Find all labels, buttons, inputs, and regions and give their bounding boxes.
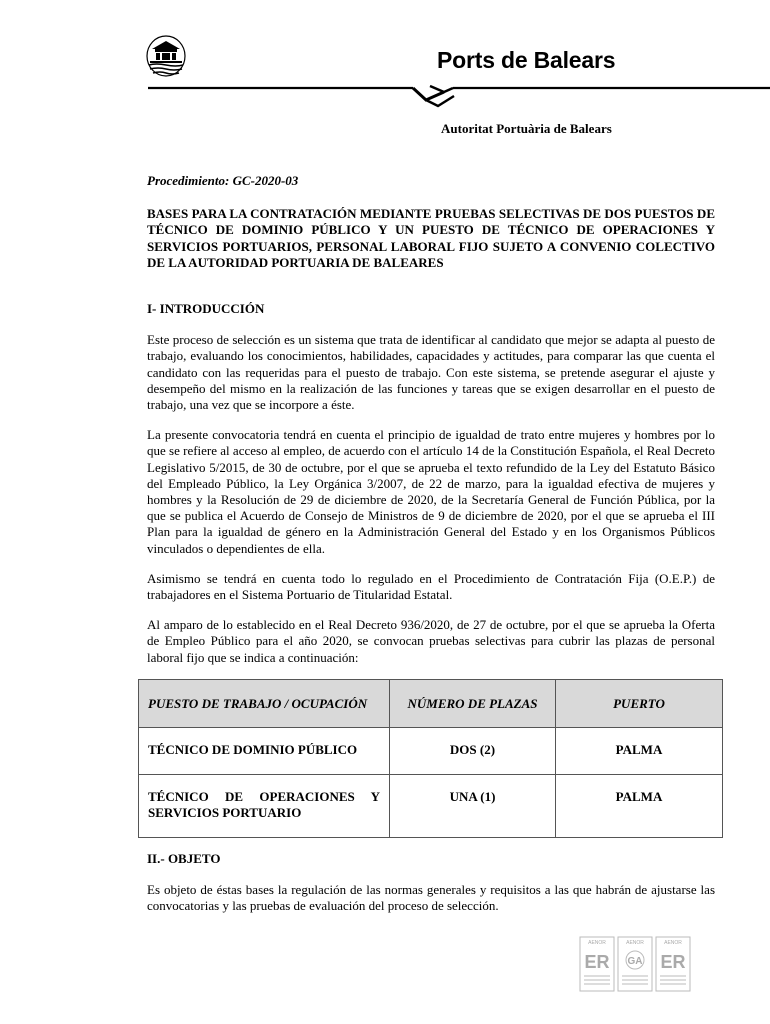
positions-table bbox=[138, 679, 723, 838]
table-cell-plazas: UNA (1) bbox=[390, 775, 556, 838]
section-heading-introduccion: I- INTRODUCCIÓN bbox=[147, 301, 265, 317]
aenor-certification-icons bbox=[579, 936, 691, 992]
table-header-plazas: NÚMERO DE PLAZAS bbox=[390, 680, 556, 728]
document-title: BASES PARA LA CONTRATACIÓN MEDIANTE PRUEBAS SELECTIVAS DE DOS PUESTOS DE TÉCNICO DE DOMINIO PÚBLICO Y UN PUESTO DE TÉCNICO DE OPERACIONES Y SERVICIOS PORTUARIOS, PERSONAL LABORAL FIJO SUJETO A CONVENIO COLECTIVO DE LA AUTORIDAD PORTUARIA DE BALEARES bbox=[147, 206, 715, 270]
aenor-er-badge-icon bbox=[580, 937, 614, 991]
intro-paragraph: Asimismo se tendrá en cuenta todo lo regulado en el Procedimiento de Contratación Fija (O.E.P.) de trabajadores en el Sistema Portuario de Titularidad Estatal. bbox=[147, 570, 715, 603]
table-cell-puerto: PALMA bbox=[556, 728, 723, 775]
table-header-puesto: PUESTO DE TRABAJO / OCUPACIÓN bbox=[139, 680, 390, 728]
svg-text:ER: ER bbox=[660, 952, 686, 972]
objeto-section bbox=[147, 851, 715, 929]
svg-text:AENOR: AENOR bbox=[664, 940, 682, 946]
aenor-ga-badge-icon bbox=[618, 937, 652, 991]
table-cell-puesto: TÉCNICO DE OPERACIONES Y SERVICIOS PORTUARIO bbox=[139, 775, 390, 838]
table-row bbox=[139, 775, 723, 838]
table-header-puerto: PUERTO bbox=[556, 680, 723, 728]
header-rule-with-wave-icon bbox=[148, 78, 770, 108]
intro-paragraph: Este proceso de selección es un sistema que trata de identificar al candidato que mejor se adapta al puesto de trabajo, evaluando los conocimientos, habilidades, capacidades y actitudes, para comparar las que cuenta el candidato con las requeridas para el puesto de trabajo. Con este sistema, se pretende asegurar el ajuste y desempeño del mismo en la realización de las funciones y tareas que se exigen desarrollar en el puesto de trabajo, una vez que se incorpore a éste. bbox=[147, 332, 715, 413]
port-logo-icon bbox=[146, 33, 186, 79]
table-cell-plazas: DOS (2) bbox=[390, 728, 556, 775]
table-header-row bbox=[139, 680, 723, 728]
svg-text:AENOR: AENOR bbox=[626, 940, 644, 946]
authority-name: Autoritat Portuària de Balears bbox=[441, 121, 612, 136]
table-cell-puerto: PALMA bbox=[556, 775, 723, 838]
intro-paragraph: La presente convocatoria tendrá en cuenta el principio de igualdad de trato entre mujeres y hombres por lo que se refiere al acceso al empleo, de acuerdo con el artículo 14 de la Constitución Española, el Real Decreto Legislativo 5/2015, de 30 de octubre, por el que se aprueba el texto refundido de la Ley del Estatuto Básico del Empleado Público, la Ley Orgánica 3/2007, de 22 de marzo, para la igualdad efectiva de mujeres y hombres y la Resolución de 29 de diciembre de 2020, de la Secretaría General de Función Pública, por la que se publica el Acuerdo de Consejo de Ministros de 9 de diciembre de 2020, por el que se aprueba el III Plan para la igualdad de género en la Administración General del Estado y en los Organismos Públicos vinculados o dependientes de ella. bbox=[147, 427, 715, 556]
objeto-paragraph: Es objeto de éstas bases la regulación de las normas generales y requisitos a las que habrán de ajustarse las convocatorias y las pruebas de evaluación del proceso de selección. bbox=[147, 882, 715, 914]
intro-paragraph: Al amparo de lo establecido en el Real Decreto 936/2020, de 27 de octubre, por el que se aprueba la Oferta de Empleo Público para el año 2020, se convocan pruebas selectivas para cubrir las plazas de personal laboral fijo que se indica a continuación: bbox=[147, 617, 715, 665]
table-row bbox=[139, 728, 723, 775]
procedure-code: Procedimiento: GC-2020-03 bbox=[147, 173, 299, 188]
document-body bbox=[147, 173, 715, 680]
svg-text:ER: ER bbox=[584, 952, 610, 972]
svg-text:GA: GA bbox=[627, 956, 643, 967]
table-cell-puesto: TÉCNICO DE DOMINIO PÚBLICO bbox=[139, 728, 390, 775]
brand-name: Ports de Balears bbox=[437, 47, 616, 73]
svg-text:AENOR: AENOR bbox=[588, 940, 606, 946]
section-heading-objeto: II.- OBJETO bbox=[147, 851, 221, 866]
aenor-er-badge-icon bbox=[656, 937, 690, 991]
